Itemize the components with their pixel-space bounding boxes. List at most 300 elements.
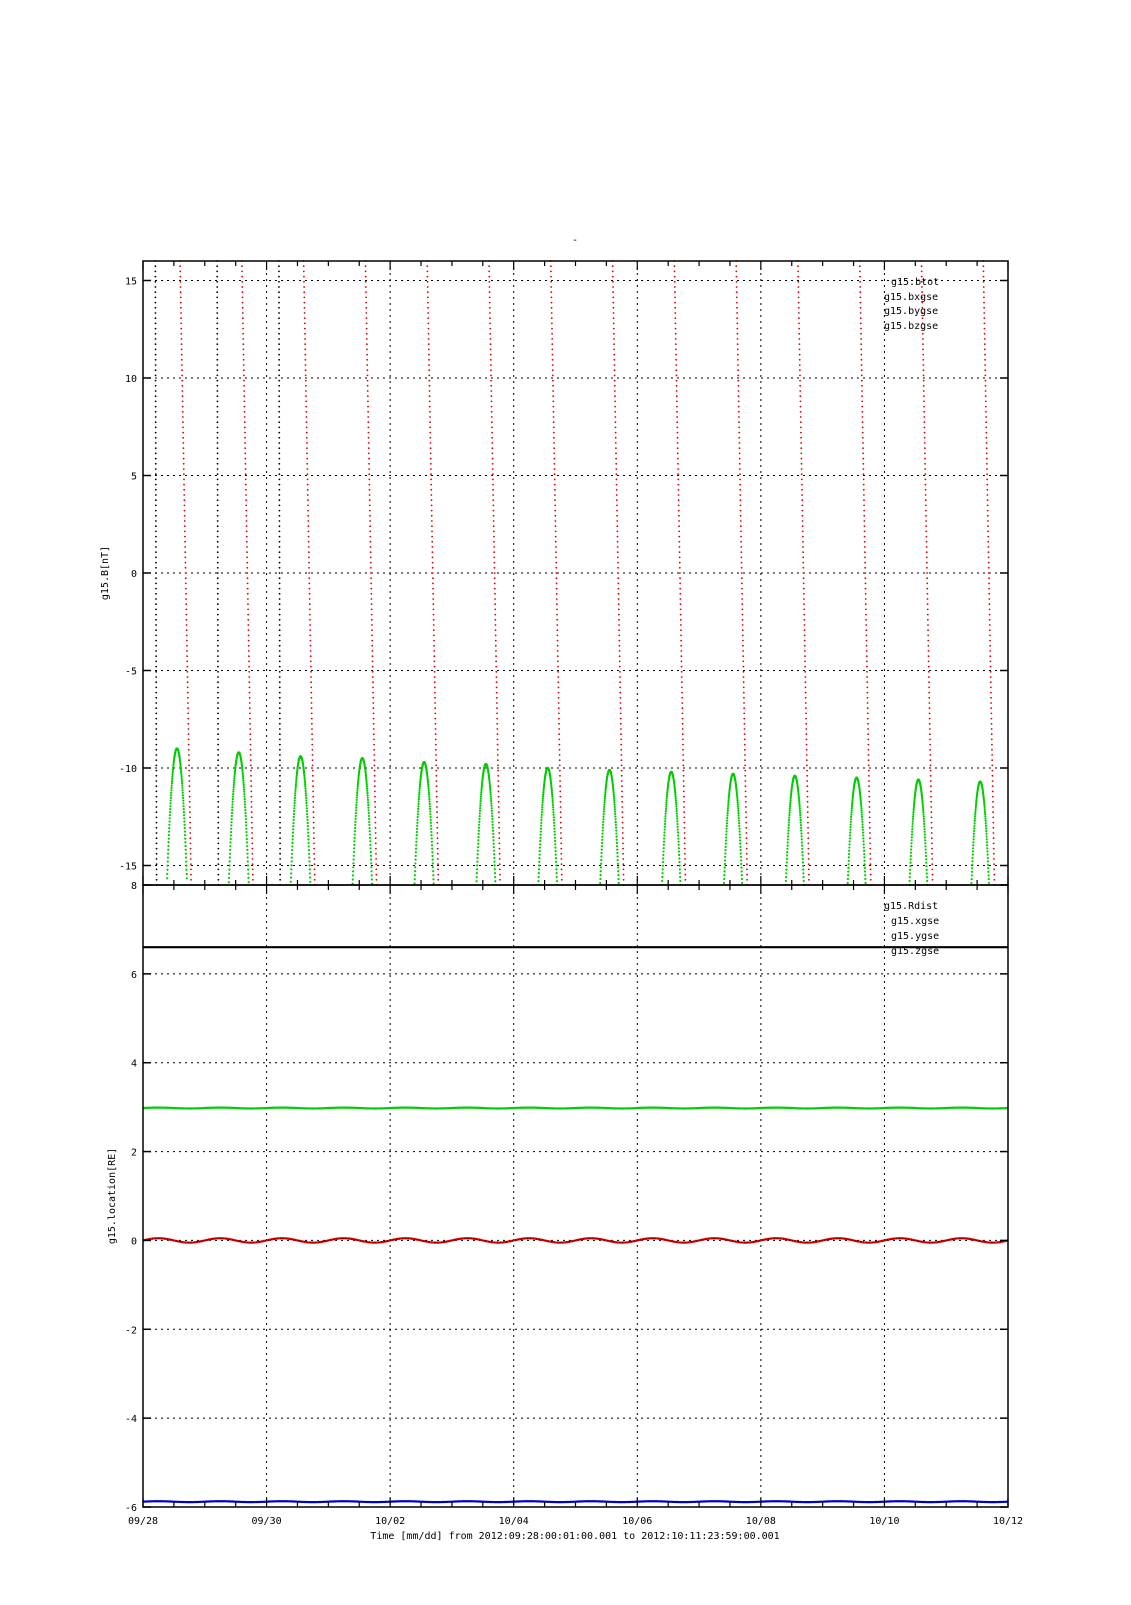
series-bxgse-dot bbox=[679, 588, 681, 590]
top-panel-ylabel: g15.B[nT] bbox=[100, 545, 111, 601]
series-bxgse-dot bbox=[182, 401, 184, 403]
series-bxgse-dot bbox=[310, 640, 312, 642]
series-bxgse-dot bbox=[369, 510, 371, 512]
series-bxgse-dot bbox=[249, 697, 251, 699]
series-bygse-dot bbox=[490, 798, 492, 800]
series-bxgse-dot bbox=[862, 427, 864, 429]
series-btot-dot bbox=[279, 713, 281, 715]
series-bxgse-dot bbox=[244, 411, 246, 413]
series-bxgse-dot bbox=[557, 666, 559, 668]
series-bygse-dot bbox=[800, 832, 802, 834]
series-bygse-dot bbox=[186, 873, 188, 875]
series-bxgse-dot bbox=[738, 416, 740, 418]
series-bygse-dot bbox=[494, 868, 496, 870]
series-bxgse-dot bbox=[313, 858, 315, 860]
series-bygse-dot bbox=[861, 811, 863, 813]
series-bygse-dot bbox=[538, 861, 540, 863]
series-bygse-dot bbox=[181, 778, 183, 780]
series-bxgse-dot bbox=[310, 666, 312, 668]
series-btot-dot bbox=[216, 333, 218, 335]
series-bygse-dot bbox=[662, 850, 664, 852]
series-bygse-dot bbox=[369, 847, 371, 849]
series-bxgse-dot bbox=[183, 484, 185, 486]
series-bxgse-dot bbox=[679, 567, 681, 569]
series-bygse-dot bbox=[739, 843, 741, 845]
series-bygse-dot bbox=[911, 836, 913, 838]
series-bygse-dot bbox=[167, 841, 169, 843]
series-btot-dot bbox=[278, 317, 280, 319]
series-btot-dot bbox=[155, 437, 157, 439]
series-bxgse-dot bbox=[180, 281, 182, 283]
series-bygse-dot bbox=[664, 818, 666, 820]
series-bxgse-dot bbox=[929, 713, 931, 715]
series-bygse-dot bbox=[415, 844, 417, 846]
series-btot-dot bbox=[278, 401, 280, 403]
series-bxgse-dot bbox=[247, 609, 249, 611]
series-bxgse-dot bbox=[922, 359, 924, 361]
series-bxgse-dot bbox=[244, 421, 246, 423]
series-bxgse-dot bbox=[365, 265, 367, 267]
series-bygse-dot bbox=[170, 797, 172, 799]
series-btot-dot bbox=[155, 754, 157, 756]
series-bxgse-dot bbox=[991, 749, 993, 751]
series-bxgse-dot bbox=[555, 531, 557, 533]
series-bxgse-dot bbox=[498, 801, 500, 803]
series-bygse-dot bbox=[614, 811, 616, 813]
series-btot-dot bbox=[278, 390, 280, 392]
series-bygse-dot bbox=[602, 824, 604, 826]
series-bygse-dot bbox=[247, 873, 249, 875]
series-bxgse-dot bbox=[618, 588, 620, 590]
series-bxgse-dot bbox=[498, 791, 500, 793]
series-bxgse-dot bbox=[368, 442, 370, 444]
series-bygse-dot bbox=[170, 787, 172, 789]
series-bygse-dot bbox=[491, 810, 493, 812]
series-bxgse-dot bbox=[182, 427, 184, 429]
bottom-ytick-label: 0 bbox=[130, 1236, 137, 1248]
series-bygse-dot bbox=[169, 811, 171, 813]
series-bxgse-dot bbox=[371, 609, 373, 611]
series-bxgse-dot bbox=[807, 806, 809, 808]
series-bygse-dot bbox=[295, 783, 297, 785]
series-bygse-dot bbox=[599, 882, 601, 884]
series-bygse-dot bbox=[786, 865, 788, 867]
series-bygse-dot bbox=[923, 818, 925, 820]
series-bxgse-dot bbox=[491, 395, 493, 397]
series-bxgse-dot bbox=[992, 822, 994, 824]
series-bxgse-dot bbox=[986, 468, 988, 470]
series-bxgse-dot bbox=[614, 380, 616, 382]
series-bxgse-dot bbox=[867, 707, 869, 709]
series-bxgse-dot bbox=[490, 343, 492, 345]
series-bxgse-dot bbox=[180, 323, 182, 325]
series-bygse-dot bbox=[723, 870, 725, 872]
top-ytick-label: -10 bbox=[118, 764, 137, 775]
series-bxgse-dot bbox=[927, 593, 929, 595]
series-bxgse-dot bbox=[429, 432, 431, 434]
series-bxgse-dot bbox=[802, 515, 804, 517]
series-bxgse-dot bbox=[375, 837, 377, 839]
series-bxgse-dot bbox=[557, 635, 559, 637]
series-bxgse-dot bbox=[739, 447, 741, 449]
series-btot-dot bbox=[217, 453, 219, 455]
series-bygse-dot bbox=[911, 828, 913, 830]
series-bygse-dot bbox=[417, 803, 419, 805]
series-btot-dot bbox=[217, 770, 219, 772]
series-bxgse-dot bbox=[558, 697, 560, 699]
series-bxgse-dot bbox=[989, 655, 991, 657]
series-bxgse-dot bbox=[427, 323, 429, 325]
series-bxgse-dot bbox=[188, 780, 190, 782]
series-bygse-dot bbox=[307, 835, 309, 837]
series-bygse-dot bbox=[984, 815, 986, 817]
series-bxgse-dot bbox=[616, 531, 618, 533]
series-bygse-dot bbox=[431, 855, 433, 857]
series-bxgse-dot bbox=[375, 853, 377, 855]
series-btot-dot bbox=[279, 567, 281, 569]
series-bxgse-dot bbox=[619, 692, 621, 694]
series-bxgse-dot bbox=[187, 718, 189, 720]
series-bygse-dot bbox=[415, 848, 417, 850]
series-bxgse-dot bbox=[924, 479, 926, 481]
series-bxgse-dot bbox=[313, 811, 315, 813]
series-bxgse-dot bbox=[806, 785, 808, 787]
series-bxgse-dot bbox=[557, 650, 559, 652]
series-bxgse-dot bbox=[310, 687, 312, 689]
series-bygse-dot bbox=[862, 840, 864, 842]
series-bxgse-dot bbox=[743, 681, 745, 683]
series-bxgse-dot bbox=[806, 749, 808, 751]
series-bxgse-dot bbox=[371, 603, 373, 605]
series-bygse-dot bbox=[555, 861, 557, 863]
series-bygse-dot bbox=[185, 856, 187, 858]
series-bxgse-dot bbox=[366, 333, 368, 335]
series-bxgse-dot bbox=[495, 661, 497, 663]
series-bygse-dot bbox=[353, 847, 355, 849]
series-bxgse-dot bbox=[804, 629, 806, 631]
series-bxgse-dot bbox=[433, 640, 435, 642]
series-bxgse-dot bbox=[309, 609, 311, 611]
series-bxgse-dot bbox=[798, 328, 800, 330]
series-bxgse-dot bbox=[985, 416, 987, 418]
series-bygse-dot bbox=[353, 858, 355, 860]
series-btot-dot bbox=[278, 432, 280, 434]
series-bxgse-dot bbox=[493, 531, 495, 533]
series-bygse-dot bbox=[786, 854, 788, 856]
series-bygse-dot bbox=[922, 803, 924, 805]
series-bygse-dot bbox=[246, 853, 248, 855]
series-bxgse-dot bbox=[988, 562, 990, 564]
series-bxgse-dot bbox=[992, 780, 994, 782]
series-bxgse-dot bbox=[366, 349, 368, 351]
series-bygse-dot bbox=[353, 855, 355, 857]
series-bxgse-dot bbox=[435, 744, 437, 746]
series-bxgse-dot bbox=[989, 645, 991, 647]
series-bxgse-dot bbox=[864, 557, 866, 559]
series-bxgse-dot bbox=[368, 479, 370, 481]
series-bxgse-dot bbox=[924, 453, 926, 455]
series-bxgse-dot bbox=[242, 328, 244, 330]
series-bxgse-dot bbox=[497, 775, 499, 777]
series-bygse-dot bbox=[723, 878, 725, 880]
series-btot-dot bbox=[279, 806, 281, 808]
series-bygse-dot bbox=[736, 799, 738, 801]
series-bxgse-dot bbox=[614, 385, 616, 387]
series-bygse-dot bbox=[428, 789, 430, 791]
series-bygse-dot bbox=[864, 863, 866, 865]
series-bxgse-dot bbox=[622, 858, 624, 860]
series-bxgse-dot bbox=[490, 375, 492, 377]
series-bxgse-dot bbox=[746, 858, 748, 860]
series-bygse-dot bbox=[617, 863, 619, 865]
series-bxgse-dot bbox=[865, 619, 867, 621]
series-bxgse-dot bbox=[739, 458, 741, 460]
series-bxgse-dot bbox=[925, 525, 927, 527]
series-btot-dot bbox=[279, 562, 281, 564]
series-bygse-dot bbox=[244, 803, 246, 805]
series-bxgse-dot bbox=[984, 354, 986, 356]
series-bxgse-dot bbox=[746, 863, 748, 865]
series-bxgse-dot bbox=[678, 541, 680, 543]
series-bxgse-dot bbox=[558, 718, 560, 720]
series-bxgse-dot bbox=[185, 588, 187, 590]
series-bxgse-dot bbox=[489, 338, 491, 340]
series-bygse-dot bbox=[355, 812, 357, 814]
series-bxgse-dot bbox=[426, 271, 428, 273]
series-bygse-dot bbox=[913, 809, 915, 811]
series-btot-dot bbox=[279, 801, 281, 803]
series-bxgse-dot bbox=[617, 551, 619, 553]
x-axis-ticks bbox=[128, 261, 1023, 1527]
series-bxgse-dot bbox=[181, 349, 183, 351]
series-bxgse-dot bbox=[993, 874, 995, 876]
series-bxgse-dot bbox=[983, 291, 985, 293]
series-bxgse-dot bbox=[434, 707, 436, 709]
series-bxgse-dot bbox=[250, 775, 252, 777]
series-bxgse-dot bbox=[921, 271, 923, 273]
series-bxgse-dot bbox=[558, 707, 560, 709]
series-bxgse-dot bbox=[800, 401, 802, 403]
series-bygse-dot bbox=[246, 838, 248, 840]
series-bxgse-dot bbox=[680, 629, 682, 631]
series-bygse-dot bbox=[615, 829, 617, 831]
series-bxgse-dot bbox=[992, 785, 994, 787]
series-bygse-dot bbox=[431, 837, 433, 839]
series-bxgse-dot bbox=[304, 349, 306, 351]
series-bxgse-dot bbox=[870, 874, 872, 876]
series-bygse-dot bbox=[802, 868, 804, 870]
series-bxgse-dot bbox=[859, 297, 861, 299]
series-btot-dot bbox=[155, 557, 157, 559]
series-bxgse-dot bbox=[312, 759, 314, 761]
series-bxgse-dot bbox=[805, 723, 807, 725]
series-bygse-dot bbox=[477, 850, 479, 852]
series-bxgse-dot bbox=[431, 499, 433, 501]
series-bygse-dot bbox=[293, 805, 295, 807]
series-bxgse-dot bbox=[930, 780, 932, 782]
series-bygse-dot bbox=[849, 829, 851, 831]
series-bxgse-dot bbox=[244, 427, 246, 429]
series-bygse-dot bbox=[613, 801, 615, 803]
series-bxgse-dot bbox=[248, 635, 250, 637]
series-bygse-dot bbox=[912, 813, 914, 815]
series-bygse-dot bbox=[617, 870, 619, 872]
series-btot-dot bbox=[217, 827, 219, 829]
series-bxgse-dot bbox=[929, 739, 931, 741]
series-bxgse-dot bbox=[869, 832, 871, 834]
series-bxgse-dot bbox=[432, 567, 434, 569]
series-bxgse-dot bbox=[740, 505, 742, 507]
series-bxgse-dot bbox=[243, 395, 245, 397]
series-bxgse-dot bbox=[742, 661, 744, 663]
series-bxgse-dot bbox=[928, 697, 930, 699]
series-bxgse-dot bbox=[427, 276, 429, 278]
series-bxgse-dot bbox=[498, 832, 500, 834]
series-btot-dot bbox=[217, 801, 219, 803]
series-bxgse-dot bbox=[742, 650, 744, 652]
series-btot-dot bbox=[155, 624, 157, 626]
series-bygse-dot bbox=[368, 815, 370, 817]
series-bxgse-dot bbox=[931, 817, 933, 819]
series-bygse-dot bbox=[664, 828, 666, 830]
series-btot-dot bbox=[279, 505, 281, 507]
series-bxgse-dot bbox=[433, 619, 435, 621]
series-bygse-dot bbox=[849, 826, 851, 828]
series-bxgse-dot bbox=[745, 801, 747, 803]
series-bygse-dot bbox=[307, 825, 309, 827]
series-bxgse-dot bbox=[429, 421, 431, 423]
series-bxgse-dot bbox=[490, 359, 492, 361]
series-bxgse-dot bbox=[186, 650, 188, 652]
series-bxgse-dot bbox=[799, 343, 801, 345]
series-bxgse-dot bbox=[799, 359, 801, 361]
series-btot-dot bbox=[216, 359, 218, 361]
series-bxgse-dot bbox=[924, 432, 926, 434]
series-bygse-dot bbox=[553, 819, 555, 821]
series-bxgse-dot bbox=[498, 817, 500, 819]
series-ygse bbox=[143, 1108, 1008, 1109]
series-bygse-dot bbox=[229, 860, 231, 862]
series-bygse-dot bbox=[169, 805, 171, 807]
series-btot-dot bbox=[217, 671, 219, 673]
series-bygse-dot bbox=[799, 805, 801, 807]
series-btot-dot bbox=[278, 395, 280, 397]
series-btot-dot bbox=[217, 780, 219, 782]
series-bxgse-dot bbox=[803, 588, 805, 590]
series-btot-dot bbox=[156, 848, 158, 850]
series-bygse-dot bbox=[540, 825, 542, 827]
series-bxgse-dot bbox=[868, 796, 870, 798]
series-bygse-dot bbox=[738, 825, 740, 827]
series-bxgse-dot bbox=[366, 323, 368, 325]
series-bxgse-dot bbox=[861, 395, 863, 397]
series-bxgse-dot bbox=[249, 692, 251, 694]
series-bxgse-dot bbox=[675, 375, 677, 377]
series-btot-dot bbox=[216, 354, 218, 356]
series-bygse-dot bbox=[540, 828, 542, 830]
series-bxgse-dot bbox=[251, 837, 253, 839]
series-btot-dot bbox=[155, 317, 157, 319]
series-bygse-dot bbox=[912, 820, 914, 822]
series-btot-dot bbox=[216, 380, 218, 382]
series-bygse-dot bbox=[370, 851, 372, 853]
series-btot-dot bbox=[279, 697, 281, 699]
series-bxgse-dot bbox=[184, 505, 186, 507]
series-bxgse-dot bbox=[303, 291, 305, 293]
series-bxgse-dot bbox=[244, 416, 246, 418]
series-bygse-dot bbox=[603, 801, 605, 803]
series-bxgse-dot bbox=[683, 806, 685, 808]
series-bxgse-dot bbox=[797, 276, 799, 278]
series-bxgse-dot bbox=[187, 687, 189, 689]
series-bxgse-dot bbox=[430, 479, 432, 481]
series-btot-dot bbox=[155, 593, 157, 595]
series-bygse-dot bbox=[537, 880, 539, 882]
series-bygse-dot bbox=[431, 841, 433, 843]
series-bxgse-dot bbox=[683, 801, 685, 803]
series-bygse-dot bbox=[910, 842, 912, 844]
series-bygse-dot bbox=[541, 809, 543, 811]
series-bxgse-dot bbox=[798, 338, 800, 340]
series-bygse-dot bbox=[294, 799, 296, 801]
series-bygse-dot bbox=[369, 833, 371, 835]
series-bxgse-dot bbox=[427, 281, 429, 283]
series-bxgse-dot bbox=[557, 687, 559, 689]
series-bxgse-dot bbox=[430, 484, 432, 486]
series-bxgse-dot bbox=[494, 619, 496, 621]
series-bxgse-dot bbox=[307, 499, 309, 501]
series-btot-dot bbox=[155, 484, 157, 486]
series-bxgse-dot bbox=[433, 661, 435, 663]
series-bxgse-dot bbox=[676, 385, 678, 387]
series-bxgse-dot bbox=[931, 837, 933, 839]
series-bxgse-dot bbox=[179, 276, 181, 278]
series-bxgse-dot bbox=[737, 354, 739, 356]
series-bxgse-dot bbox=[615, 463, 617, 465]
series-bxgse-dot bbox=[868, 749, 870, 751]
series-bxgse-dot bbox=[993, 848, 995, 850]
series-btot-dot bbox=[217, 754, 219, 756]
series-bxgse-dot bbox=[621, 796, 623, 798]
series-bxgse-dot bbox=[375, 869, 377, 871]
series-bxgse-dot bbox=[866, 687, 868, 689]
series-bxgse-dot bbox=[739, 453, 741, 455]
series-bxgse-dot bbox=[309, 598, 311, 600]
series-bygse-dot bbox=[851, 807, 853, 809]
series-bxgse-dot bbox=[428, 328, 430, 330]
series-bygse-dot bbox=[986, 835, 988, 837]
series-bygse-dot bbox=[418, 800, 420, 802]
series-bygse-dot bbox=[726, 819, 728, 821]
series-bxgse-dot bbox=[311, 718, 313, 720]
series-bxgse-dot bbox=[984, 343, 986, 345]
series-bxgse-dot bbox=[312, 780, 314, 782]
series-bxgse-dot bbox=[559, 775, 561, 777]
series-bygse-dot bbox=[293, 810, 295, 812]
series-bygse-dot bbox=[801, 854, 803, 856]
series-bxgse-dot bbox=[739, 489, 741, 491]
series-bxgse-dot bbox=[558, 739, 560, 741]
series-bxgse-dot bbox=[924, 437, 926, 439]
series-bygse-dot bbox=[850, 814, 852, 816]
series-bygse-dot bbox=[541, 814, 543, 816]
series-bygse-dot bbox=[664, 815, 666, 817]
series-bygse-dot bbox=[552, 799, 554, 801]
series-bygse-dot bbox=[662, 861, 664, 863]
series-bxgse-dot bbox=[372, 697, 374, 699]
series-bygse-dot bbox=[785, 876, 787, 878]
series-bxgse-dot bbox=[623, 874, 625, 876]
